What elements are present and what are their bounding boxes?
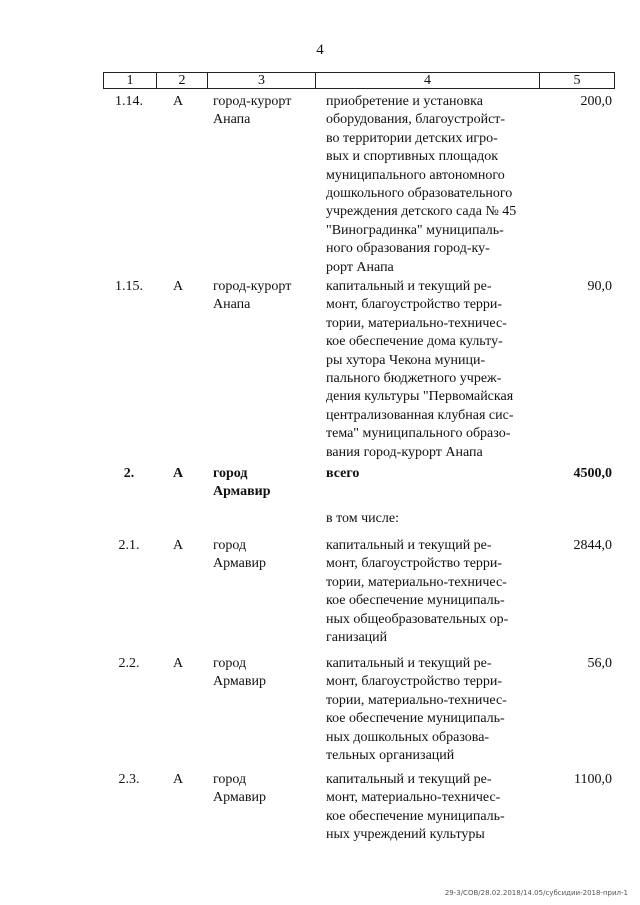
row-place [213,655,313,692]
place-line: город [213,772,247,787]
desc-line: вых и спортивных площадок [326,149,499,165]
desc-line: капитальный и текущий ре- [326,279,492,294]
row-amount: 90,0 [587,279,612,294]
document-footer-code: 29-3/СОВ/28.02.2018/14.05/субсидии-2018-прил-1 [444,889,628,897]
desc-line: ры хутора Чекона муници- [326,352,486,368]
desc-line: монт, благоустройство терри- [326,297,503,313]
row-description [326,465,531,483]
row-place [213,771,313,808]
desc-line: кое обеспечение муниципаль- [326,808,505,824]
desc-line: приобретение и установка [326,94,483,109]
row-number: 2.3. [118,772,140,787]
row-number: 2.1. [118,538,140,553]
row-place [213,465,313,502]
place-line: город [213,466,248,481]
desc-line: всего [326,466,360,481]
row-type: А [172,538,184,553]
desc-line: капитальный и текущий ре- [326,538,492,553]
row-description [326,655,531,765]
desc-line: "Виноградинка" муниципаль- [326,222,504,238]
desc-line: тельных организаций [326,748,455,764]
desc-line: во территории детских игро- [326,130,498,146]
row-place [213,278,313,315]
desc-line: тории, материально-техничес- [326,574,507,590]
desc-line: оборудования, благоустройст- [326,112,506,128]
desc-line: ганизаций [326,630,388,646]
header-col-3: 3 [208,73,316,88]
desc-line: монт, благоустройство терри- [326,674,503,690]
row-amount: 56,0 [587,656,612,671]
table-header [103,72,615,89]
row-amount: 1100,0 [574,772,612,787]
desc-line: монт, благоустройство терри- [326,556,503,572]
place-line: Армавир [213,674,266,690]
row-type: А [172,772,184,787]
desc-line: кое обеспечение муниципаль- [326,593,505,609]
place-line: Анапа [213,112,251,128]
row-type: А [172,94,184,109]
header-col-5: 5 [573,73,581,88]
row-amount: 200,0 [580,94,612,109]
row-type: А [172,279,184,294]
row-amount: 4500,0 [573,466,612,481]
desc-line: кое обеспечение муниципаль- [326,711,505,727]
desc-line: централизованная клубная сис- [326,407,514,423]
desc-line: дения культуры "Первомайская [326,389,514,405]
desc-line: тема" муниципального образо- [326,426,511,442]
desc-line: тории, материально-техничес- [326,692,507,708]
row-number: 2. [123,466,135,481]
place-line: Армавир [213,484,271,500]
row-place [213,93,313,130]
row-description [326,93,531,277]
header-col-2: 2 [157,73,208,88]
desc-line: ных дошкольных образова- [326,729,490,745]
desc-line: муниципального автономного [326,167,505,183]
place-line: город-курорт [213,279,292,294]
row-amount: 2844,0 [573,538,612,553]
place-line: город-курорт [213,94,292,109]
header-col-4: 4 [316,73,540,88]
desc-line: кое обеспечение дома культу- [326,334,503,350]
row-description [326,278,531,462]
row-description [326,510,531,528]
row-description [326,771,531,845]
desc-line: рорт Анапа [326,259,394,275]
desc-line: дошкольного образовательного [326,186,513,202]
row-number: 1.14. [115,94,143,109]
header-col-1: 1 [104,73,157,88]
row-type: А [172,466,184,481]
page-number: 4 [316,42,324,58]
place-line: Армавир [213,790,266,806]
desc-line: ных учреждений культуры [326,827,485,843]
row-type: А [172,656,184,671]
place-line: город [213,656,247,671]
desc-line: капитальный и текущий ре- [326,772,492,787]
row-number: 2.2. [118,656,140,671]
desc-line: учреждения детского сада № 45 [326,204,517,220]
place-line: Анапа [213,297,251,313]
desc-line: вания город-курорт Анапа [326,444,483,460]
row-number: 1.15. [115,279,143,294]
desc-line: монт, материально-техничес- [326,790,501,806]
desc-line: капитальный и текущий ре- [326,656,492,671]
desc-line: в том числе: [326,511,399,526]
row-description [326,537,531,647]
desc-line: тории, материально-техничес- [326,315,507,331]
desc-line: ных общеобразовательных ор- [326,611,509,627]
place-line: город [213,538,247,553]
desc-line: пального бюджетного учреж- [326,371,502,387]
place-line: Армавир [213,556,266,572]
desc-line: ного образования город-ку- [326,241,490,257]
row-place [213,537,313,574]
